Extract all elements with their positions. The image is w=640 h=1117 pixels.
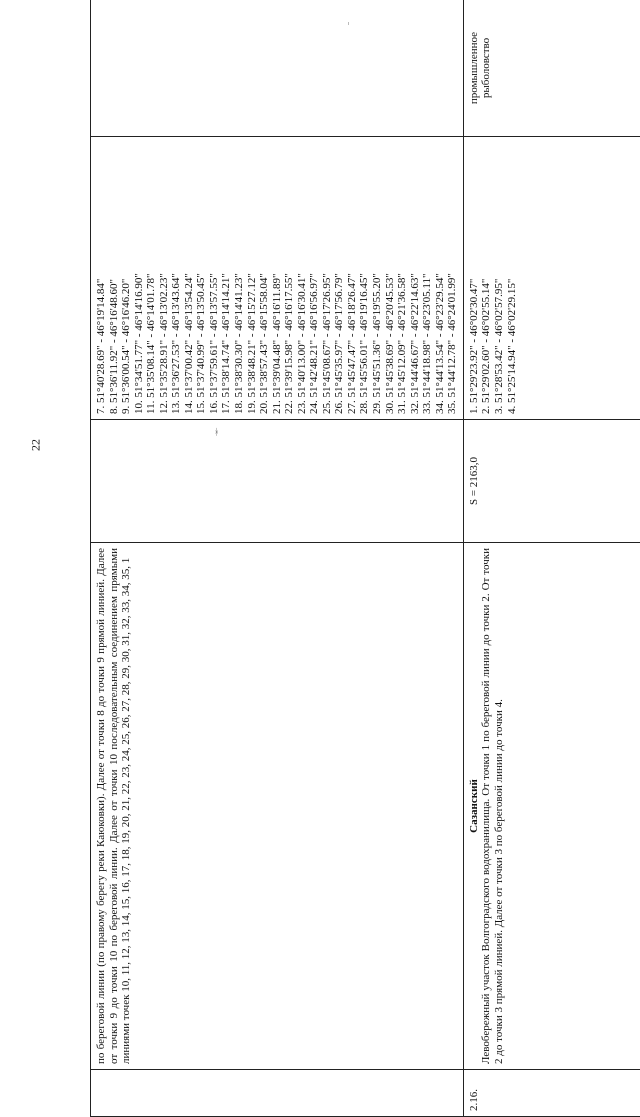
boundary-description-cell xyxy=(463,543,640,1070)
coordinate-line: 29. 51°45'51.36" - 46°19'55.20" xyxy=(371,273,384,414)
coordinate-line: 27. 51°45'47.47" - 46°18'26.47" xyxy=(345,273,358,414)
coordinates-cell xyxy=(463,137,640,420)
coordinate-line: 17. 51°38'14.74" - 46°14'14.21" xyxy=(220,273,233,414)
page-number: 22 xyxy=(28,439,43,451)
zones-table-grid xyxy=(90,0,640,1117)
coordinate-line: 23. 51°40'13.00" - 46°16'30.41" xyxy=(295,273,308,414)
coordinate-line: 35. 51°44'12.78" - 46°24'01.99" xyxy=(446,273,459,414)
coordinate-line: 20. 51°38'57.43" - 46°15'58.04" xyxy=(258,273,271,414)
row-number-cell: 2.16. xyxy=(463,1070,640,1117)
usage-cell xyxy=(91,0,464,137)
coordinate-line: 25. 51°45'08.67" - 46°17'26.95" xyxy=(320,273,333,414)
coordinate-line: 4. 51°25'14.94" - 46°02'29.15" xyxy=(505,278,518,414)
coordinate-line: 16. 51°37'59.61" - 46°13'57.55" xyxy=(207,273,220,414)
coordinate-line: 21. 51°39'04.48" - 46°16'11.89" xyxy=(270,273,283,414)
coordinate-line: 11. 51°35'08.14" - 46°14'01.78" xyxy=(145,273,158,414)
coordinate-line: 3. 51°28'53.42" - 46°02'57.95" xyxy=(492,278,505,414)
coordinate-line: 13. 51°36'27.53" - 46°13'43.64" xyxy=(170,273,183,414)
zone-name: Сазанский xyxy=(467,779,480,833)
coordinate-line: 2. 51°29'02.60" - 46°02'55.14" xyxy=(480,278,493,414)
table-row xyxy=(91,0,464,1117)
coordinate-line: 28. 51°45'56.01" - 46°19'16.45" xyxy=(358,273,371,414)
coordinate-line: 31. 51°45'12.09" - 46°21'36.58" xyxy=(396,273,409,414)
coordinate-line: 7. 51°40'28.69" - 46°19'14.84" xyxy=(95,278,107,414)
coordinate-line: 32. 51°44'46.67" - 46°22'14.63" xyxy=(408,273,421,414)
scan-mark: ᚼ xyxy=(214,427,220,437)
area-cell: S = 2163,0 xyxy=(463,420,640,543)
coordinate-line: 22. 51°39'15.98" - 46°16'17.55" xyxy=(283,273,296,414)
coordinate-line: 19. 51°38'48.21" - 46°15'27.12" xyxy=(245,273,258,414)
area-cell xyxy=(91,420,464,543)
coordinate-line: 30. 51°45'38.69" - 46°20'45.53" xyxy=(383,273,396,414)
boundary-description: Левобережный участок Волгоградского водохранилища. От точки 1 по береговой линии до точки 2. От точки 2 до точки 3 прямой линией. Далее от точки 3 по береговой линии до точки 4. xyxy=(480,548,505,1064)
coordinate-line: 15. 51°37'40.99" - 46°13'50.45" xyxy=(195,273,208,414)
coordinate-line: 34. 51°44'13.54" - 46°23'29.54" xyxy=(433,273,446,414)
boundary-description: по береговой линии (по правому берегу реки Каюковки). Далее от точки 8 до точки 9 прямой линией. Далее от точки 9 до точки 10 по береговой линии. Далее от точки 10 последовательным соединением прямыми линиями точек 10, 11, 12, 13, 14, 15, 16, 17, 18, 19, 20, 21, 22, 23, 24, 25, 26, 27, 28, 29, 30, 31, 32, 33, 34, 35, 1 xyxy=(95,548,133,1064)
coordinate-line: 14. 51°37'00.42" - 46°13'54.24" xyxy=(182,273,195,414)
coordinate-line: 9. 51°36'00.54" - 46°16'46.20" xyxy=(120,278,133,414)
coordinate-line: 18. 51°38'30.30" - 46°14'41.23" xyxy=(233,273,246,414)
coordinate-line: 1. 51°29'23.92" - 46°02'30.47" xyxy=(467,278,480,414)
coordinate-line: 24. 51°42'48.21" - 46°16'56.97" xyxy=(308,273,321,414)
boundary-description-cell xyxy=(91,543,464,1070)
coordinates-cell xyxy=(91,137,464,420)
coordinate-line: 33. 51°44'18.98" - 46°23'05.11" xyxy=(421,273,434,414)
usage-cell: промышленное рыболовство xyxy=(463,0,640,137)
coordinate-line: 26. 51°45'35.97" - 46°17'56.79" xyxy=(333,273,346,414)
coordinate-line: 12. 51°35'28.91" - 46°13'02.23" xyxy=(157,273,170,414)
table-row xyxy=(463,0,640,1117)
row-number-cell xyxy=(91,1070,464,1117)
zones-table xyxy=(90,31,590,1117)
coordinate-line: 10. 51°34'51.77" - 46°14'16.90" xyxy=(132,273,145,414)
coordinate-line: 8. 51°36'11.92" - 46°16'48.60" xyxy=(107,279,120,414)
